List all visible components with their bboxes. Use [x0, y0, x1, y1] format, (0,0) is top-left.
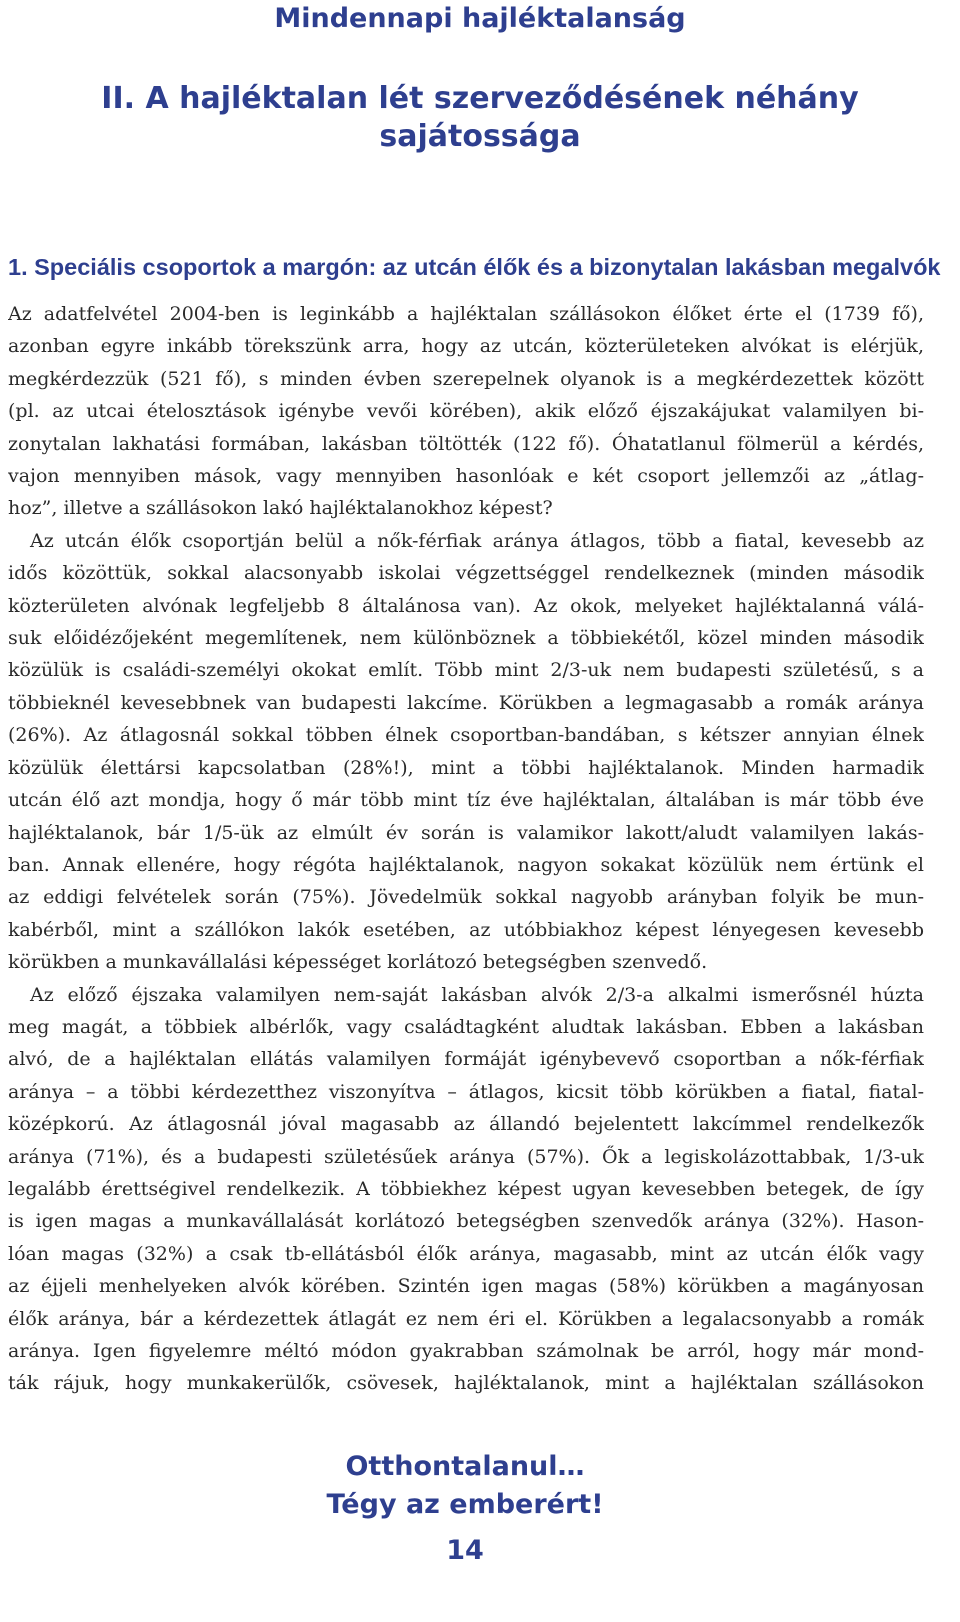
section-heading: 1. Speciális csoportok a margón: az utcán élők és a bizonytalan lakásban megalvók [8, 254, 941, 280]
body-line: aránya – a többi kérdezetthez viszonyítva – átlagos, kicsit több körükben a fiatal, fiatal- [8, 1080, 924, 1103]
body-line: (26%). Az átlagosnál sokkal többen élnek csoportban-bandában, s kétszer annyian élnek [8, 724, 924, 747]
footer-slogan [0, 1448, 930, 1524]
body-line: suk előidézőjeként megemlítenek, nem különböznek a többiekétől, közel minden második [8, 627, 924, 650]
body-line: legalább érettségivel rendelkezik. A többiekhez képest ugyan kevesebben betegek, de így [8, 1177, 924, 1200]
body-line: is igen magas a munkavállalását korlátozó betegségben szenvedők aránya (32%). Hason- [8, 1210, 924, 1233]
body-line: az éjjeli menhelyeken alvók körében. Szintén igen magas (58%) körükben a magányosan [8, 1275, 924, 1298]
body-line: vajon mennyiben mások, vagy mennyiben hasonlóak e két csoport jellemzői az „átlag- [8, 465, 924, 488]
body-line: ták rájuk, hogy munkakerülők, csövesek, hajléktalanok, mint a hajléktalan szállásokon [8, 1372, 924, 1395]
chapter-title [40, 80, 920, 156]
body-line: aránya (71%), és a budapesti születésűek aránya (57%). Ők a legiskolázottabbak, 1/3-uk [8, 1145, 924, 1168]
chapter-title-line-1: II. A hajléktalan lét szerveződésének néhány [101, 81, 859, 116]
chapter-title-line-2: sajátossága [379, 119, 581, 154]
body-line: az eddigi felvételek során (75%). Jövedelmük sokkal nagyobb arányban folyik be mun- [8, 886, 924, 909]
body-line: ban. Annak ellenére, hogy régóta hajléktalanok, nagyon sokakat közülük nem értünk el [8, 853, 924, 876]
body-line: azonban egyre inkább törekszünk arra, hogy az utcán, közterületeken alvókat is elérjük, [8, 335, 924, 358]
footer-slogan-line-1: Otthontalanul… [345, 1451, 585, 1482]
body-line: megkérdezzük (521 fő), s minden évben szerepelnek olyanok is a megkérdezettek között [8, 367, 924, 390]
body-line: Az előző éjszaka valamilyen nem-saját lakásban alvók 2/3-a alkalmi ismerősnél húzta [30, 983, 924, 1006]
body-line: körükben a munkavállalási képességet korlátozó betegségben szenvedő. [8, 951, 708, 974]
body-line: utcán élő azt mondja, hogy ő már több mint tíz éve hajléktalan, általában is már több éve [8, 789, 924, 812]
body-line: közterületen alvónak legfeljebb 8 általánosa van). Az okok, melyeket hajléktalanná válá- [8, 594, 924, 617]
body-text [8, 298, 924, 1400]
body-line: idős közöttük, sokkal alacsonyabb iskolai végzettséggel rendelkeznek (minden második [8, 562, 924, 585]
body-line: közülük is családi-személyi okokat említ. Több mint 2/3-uk nem budapesti születésű, s a [8, 659, 924, 682]
body-line: Az adatfelvétel 2004-ben is leginkább a hajléktalan szállásokon élőket érte el (1739 fő), [8, 303, 924, 325]
body-line: hoz”, illetve a szállásokon lakó hajléktalanokhoz képest? [8, 497, 553, 520]
body-line: meg magát, a többiek albérlők, vagy családtagként aludtak lakásban. Ebben a lakásban [8, 1015, 924, 1038]
body-line: Az utcán élők csoportján belül a nők-férfiak aránya átlagos, több a fiatal, kevesebb az [30, 529, 924, 552]
body-line: közülük élettársi kapcsolatban (28%!), mint a többi hajléktalanok. Minden harmadik [8, 756, 924, 779]
footer-slogan-line-2: Tégy az emberért! [326, 1489, 604, 1520]
body-line: lóan magas (32%) a csak tb-ellátásból élők aránya, magasabb, mint az utcán élők vagy [8, 1242, 924, 1265]
body-line: aránya. Igen figyelemre méltó módon gyakrabban számolnak be arról, hogy már mond- [8, 1340, 924, 1362]
running-title: Mindennapi hajléktalanság [274, 3, 686, 34]
body-line: középkorú. Az átlagosnál jóval magasabb az állandó bejelentett lakcímmel rendelkezők [8, 1113, 924, 1136]
body-line: élők aránya, bár a kérdezettek átlagát ez nem éri el. Körükben a legalacsonyabb a romák [8, 1307, 924, 1330]
body-line: hajléktalanok, bár 1/5-ük az elmúlt év során is valamikor lakott/aludt valamilyen lakás- [8, 821, 924, 844]
body-line: (pl. az utcai ételosztások igénybe vevői körében), akik előző éjszakájukat valamilyen bi- [8, 400, 924, 423]
body-line: zonytalan lakhatási formában, lakásban töltötték (122 fő). Óhatatlanul fölmerül a kérdés, [8, 432, 924, 455]
page-number: 14 [446, 1535, 484, 1566]
body-line: többieknél kevesebbnek van budapesti lakcíme. Körükben a legmagasabb a romák aránya [8, 691, 924, 714]
body-line: alvó, de a hajléktalan ellátás valamilyen formáját igénybevevő csoportban a nők-férfiak [8, 1048, 924, 1071]
body-line: kabérből, mint a szállókon lakók esetében, az utóbbiakhoz képest lényegesen kevesebb [8, 918, 924, 941]
